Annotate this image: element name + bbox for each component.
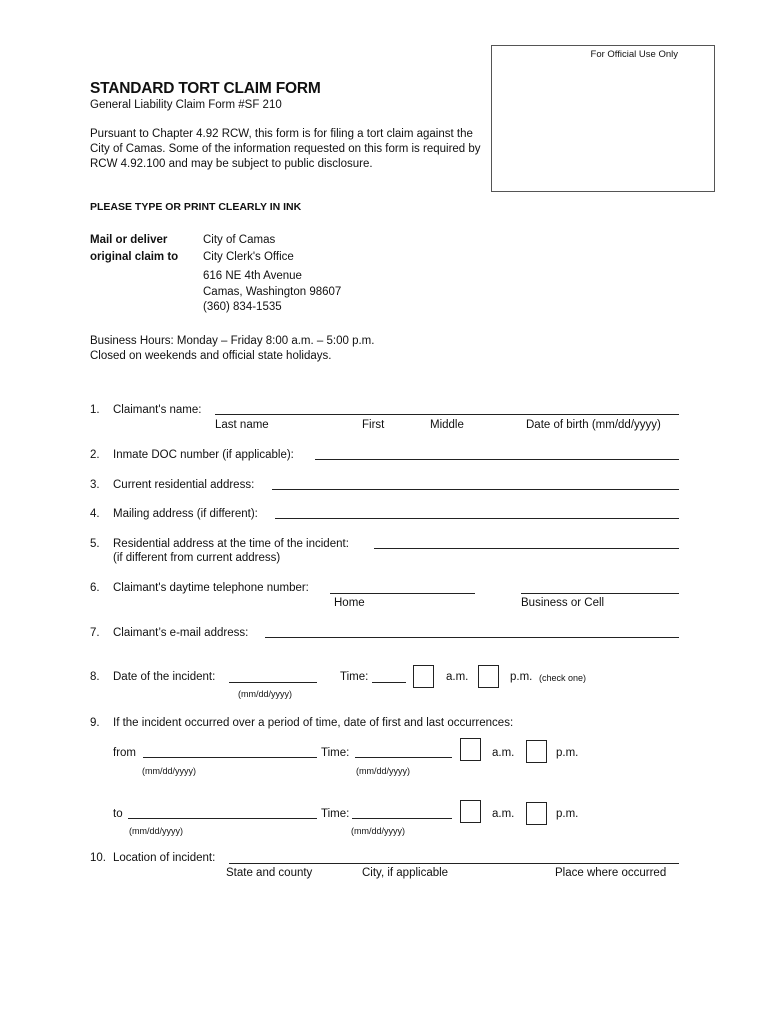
inmate-doc-line[interactable] xyxy=(315,459,679,460)
q3-number: 3. xyxy=(90,479,100,491)
from-am-checkbox[interactable] xyxy=(460,738,481,761)
to-time-line[interactable] xyxy=(352,818,452,819)
q9-from-date-format: (mm/dd/yyyy) xyxy=(142,766,196,776)
incident-time-line[interactable] xyxy=(372,682,406,683)
q9-to-date-format: (mm/dd/yyyy) xyxy=(129,826,183,836)
q10-sub-state: State and county xyxy=(226,867,313,879)
q5-number: 5. xyxy=(90,538,100,550)
address-line: 616 NE 4th Avenue xyxy=(203,270,302,282)
to-date-line[interactable] xyxy=(128,818,317,819)
to-pm-checkbox[interactable] xyxy=(526,802,547,825)
q6-sub-home: Home xyxy=(334,597,365,609)
print-notice: PLEASE TYPE OR PRINT CLEARLY IN INK xyxy=(90,201,302,213)
q4-label: Mailing address (if different): xyxy=(113,508,258,520)
official-use-label: For Official Use Only xyxy=(590,49,678,60)
q9-from-label: from xyxy=(113,747,136,759)
q1-sub-dob: Date of birth (mm/dd/yyyy) xyxy=(526,419,661,431)
to-am-label: a.m. xyxy=(492,808,515,820)
q10-label: Location of incident: xyxy=(113,852,216,864)
q5-label: Residential address at the time of the incident: xyxy=(113,538,349,550)
business-hours: Business Hours: Monday – Friday 8:00 a.m. – 5:00 p.m. xyxy=(90,335,375,347)
closed-notice: Closed on weekends and official state holidays. xyxy=(90,350,332,362)
q10-sub-place: Place where occurred xyxy=(555,867,667,879)
from-time-line[interactable] xyxy=(355,757,452,758)
official-use-box xyxy=(491,45,715,192)
q1-number: 1. xyxy=(90,404,100,416)
q8-pm-label: p.m. xyxy=(510,671,533,683)
page-title: STANDARD TORT CLAIM FORM xyxy=(90,80,321,97)
from-date-line[interactable] xyxy=(143,757,317,758)
q8-check-one: (check one) xyxy=(539,673,587,683)
q6-label: Claimant's daytime telephone number: xyxy=(113,582,309,594)
q4-number: 4. xyxy=(90,508,100,520)
mail-label-line1: Mail or deliver xyxy=(90,234,168,246)
address-line: City of Camas xyxy=(203,234,276,246)
address-line: Camas, Washington 98607 xyxy=(203,286,342,298)
q7-label: Claimant’s e-mail address: xyxy=(113,627,249,639)
incident-address-line[interactable] xyxy=(374,548,679,549)
q8-date-format: (mm/dd/yyyy) xyxy=(238,689,292,699)
q1-label: Claimant's name: xyxy=(113,404,202,416)
q8-am-label: a.m. xyxy=(446,671,469,683)
q1-sub-first: First xyxy=(362,419,385,431)
q8-number: 8. xyxy=(90,671,100,683)
residential-address-line[interactable] xyxy=(272,489,679,490)
q7-number: 7. xyxy=(90,627,100,639)
q9-label: If the incident occurred over a period of time, date of first and last occurrences: xyxy=(113,717,514,729)
form-subtitle: General Liability Claim Form #SF 210 xyxy=(90,99,282,111)
intro-paragraph: Pursuant to Chapter 4.92 RCW, this form is for filing a tort claim against the City of Camas. Some of the information requested on this form is required by RCW 4.92.100 and may be subject to public disclosure. xyxy=(90,128,481,171)
business-phone-line[interactable] xyxy=(521,593,679,594)
claimant-name-line[interactable] xyxy=(215,414,679,415)
incident-date-line[interactable] xyxy=(229,682,317,683)
q1-sub-middle: Middle xyxy=(430,419,464,431)
q8-pm-checkbox[interactable] xyxy=(478,665,499,688)
q9-from-time-format: (mm/dd/yyyy) xyxy=(356,766,410,776)
from-pm-label: p.m. xyxy=(556,747,579,759)
from-am-label: a.m. xyxy=(492,747,515,759)
q8-time-label: Time: xyxy=(340,671,369,683)
q2-label: Inmate DOC number (if applicable): xyxy=(113,449,294,461)
mailing-address-line[interactable] xyxy=(275,518,679,519)
q1-sub-last: Last name xyxy=(215,419,269,431)
to-am-checkbox[interactable] xyxy=(460,800,481,823)
to-pm-label: p.m. xyxy=(556,808,579,820)
q8-label: Date of the incident: xyxy=(113,671,216,683)
incident-location-line[interactable] xyxy=(229,863,679,864)
q9-from-time-label: Time: xyxy=(321,747,350,759)
mail-label-line2: original claim to xyxy=(90,251,179,263)
q5-note: (if different from current address) xyxy=(113,552,281,564)
q9-to-time-label: Time: xyxy=(321,808,350,820)
q10-sub-city: City, if applicable xyxy=(362,867,449,879)
q6-sub-business: Business or Cell xyxy=(521,597,605,609)
q9-number: 9. xyxy=(90,717,100,729)
address-line: City Clerk's Office xyxy=(203,251,294,263)
phone-line: (360) 834-1535 xyxy=(203,301,282,313)
q2-number: 2. xyxy=(90,449,100,461)
q8-am-checkbox[interactable] xyxy=(413,665,434,688)
q10-number: 10. xyxy=(90,852,106,864)
q6-number: 6. xyxy=(90,582,100,594)
email-line[interactable] xyxy=(265,637,679,638)
q9-to-label: to xyxy=(113,808,123,820)
home-phone-line[interactable] xyxy=(330,593,475,594)
q9-to-time-format: (mm/dd/yyyy) xyxy=(351,826,405,836)
from-pm-checkbox[interactable] xyxy=(526,740,547,763)
q3-label: Current residential address: xyxy=(113,479,255,491)
